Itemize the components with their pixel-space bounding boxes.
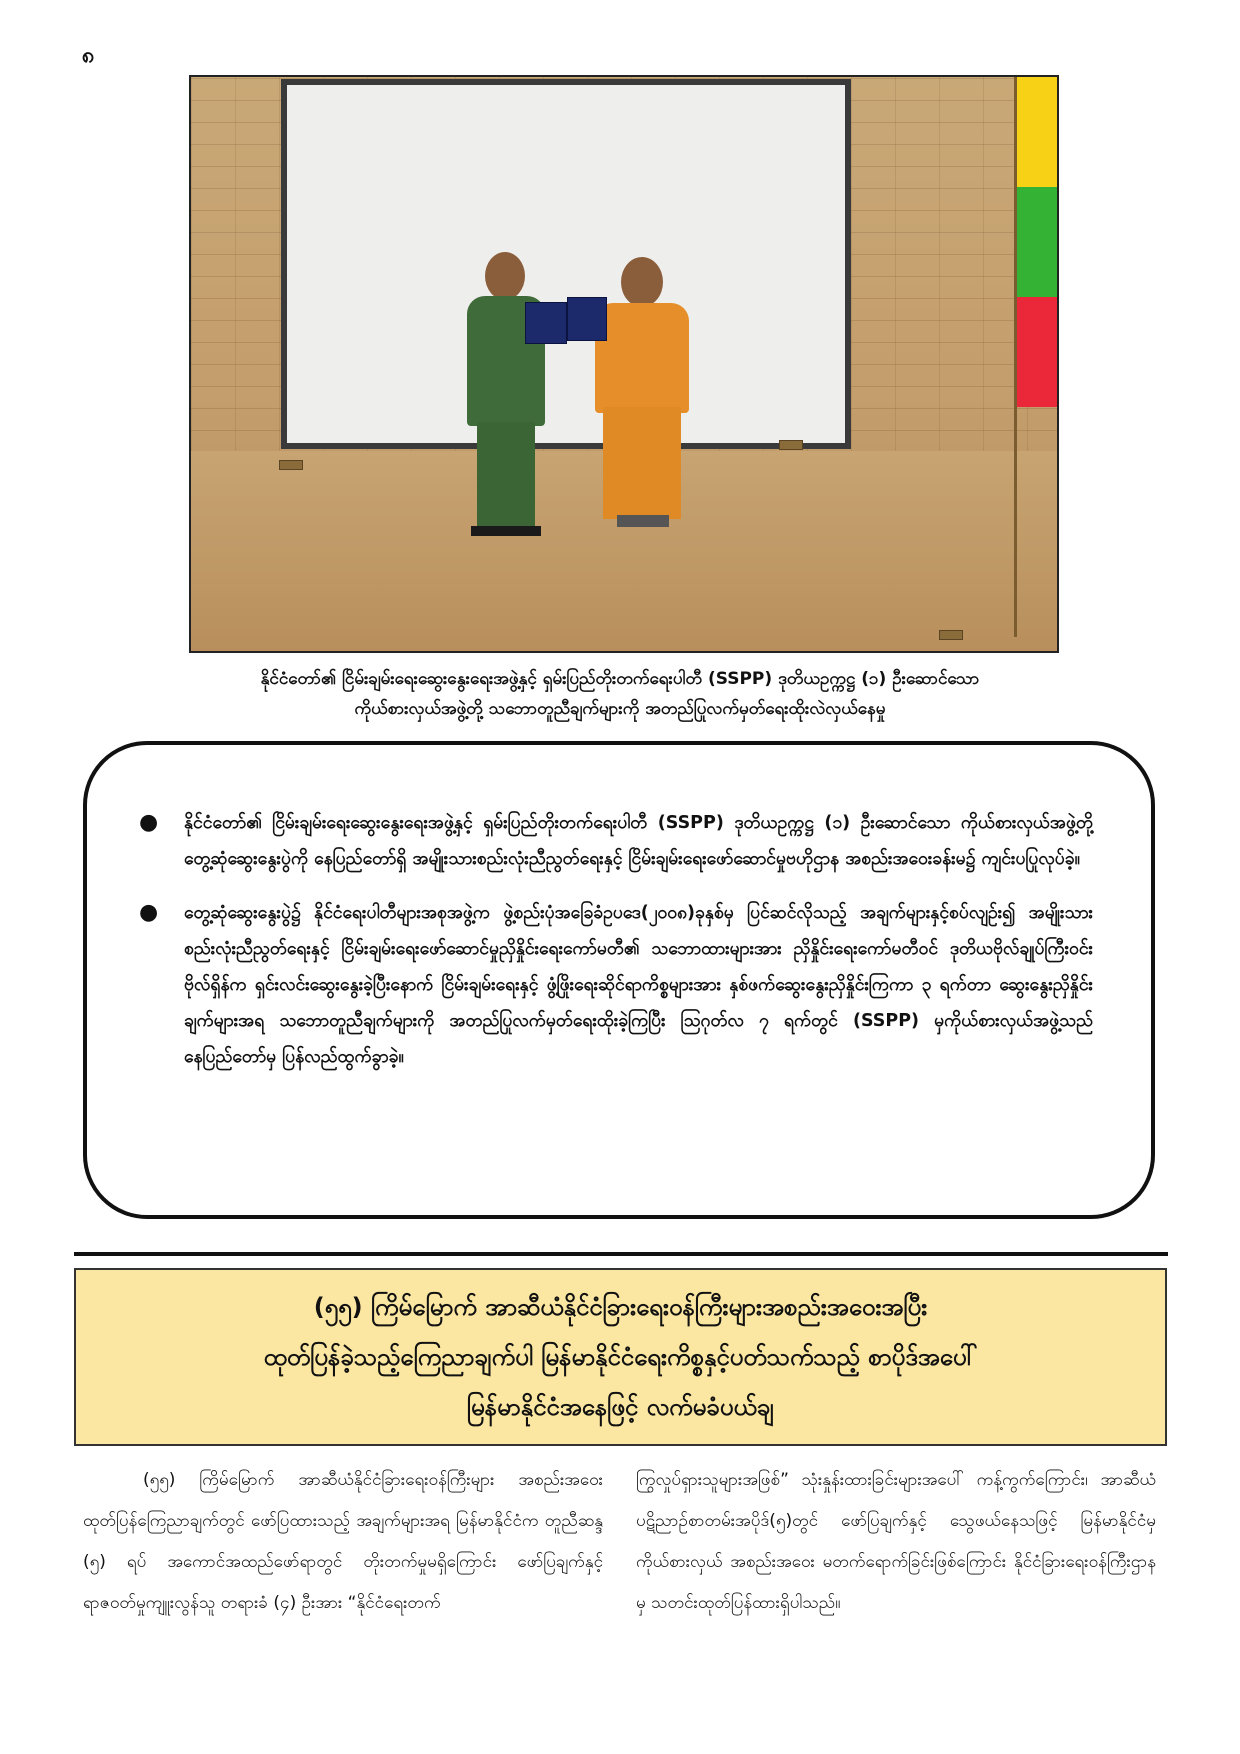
projection-screen (281, 79, 851, 449)
agreement-folder (525, 302, 567, 344)
bullet-text: နိုင်ငံတော်၏ ငြိမ်းချမ်းရေးဆွေးနွေးရေးအဖွဲ့နှင့် ရှမ်းပြည်တိုးတက်ရေးပါတီ (SSPP) ဒုတိယဥက္ကဋ္ဌ (၁) ဦးဆောင်သော ကိုယ်စားလှယ်အဖွဲ့တို့ တွေ့ဆုံဆွေးနွေးပွဲကို နေပြည်တော်ရှိ အမျိုးသားစည်းလုံးညီညွတ်ရေးနှင့် ငြိမ်းချမ်းရေးဖော်ဆောင်မှုဗဟိုဌာန အစည်းအဝေးခန်းမ၌ ကျင်းပပြုလုပ်ခဲ့။ (184, 813, 1093, 869)
summary-bullet (139, 895, 1093, 1075)
summary-bullet (139, 805, 1093, 877)
headline-line: (၅၅) ကြိမ်မြောက် အာဆီယံနိုင်ငံခြားရေးဝန်ကြီးများအစည်းအဝေးအပြီး (313, 1293, 928, 1321)
caption-line: ကိုယ်စားလှယ်အဖွဲ့တို့ သဘောတူညီချက်များကို အတည်ပြုလက်မှတ်ရေးထိုးလဲလှယ်နေမှု (354, 699, 886, 719)
ceremony-photo (189, 75, 1059, 653)
myanmar-flag (1017, 77, 1057, 407)
floor-socket (779, 440, 803, 450)
bullet-icon: ● (139, 810, 159, 835)
headline-box (74, 1268, 1167, 1446)
floor-socket (279, 460, 303, 470)
page-number: ၈ (82, 43, 95, 68)
headline-line: မြန်မာနိုင်ငံအနေဖြင့် လက်မခံပယ်ချ (466, 1393, 775, 1421)
caption-line: နိုင်ငံတော်၏ ငြိမ်းချမ်းရေးဆွေးနွေးရေးအဖွဲ့နှင့် ရှမ်းပြည်တိုးတက်ရေးပါတီ (SSPP) ဒုတိယဥက္ကဋ္ဌ (၁) ဦးဆောင်သော (260, 669, 980, 689)
floor-socket (939, 630, 963, 640)
section-divider (74, 1252, 1168, 1256)
photo-caption (140, 664, 1100, 724)
body-column-left: (၅၅) ကြိမ်မြောက် အာဆီယံနိုင်ငံခြားရေးဝန်ကြီးများ အစည်းအဝေး ထုတ်ပြန်ကြေညာချက်တွင် ဖော်ပြထားသည့် အချက်များအရ မြန်မာနိုင်ငံက တူညီဆန္ဒ (၅) ရပ် အကောင်အထည်ဖော်ရာတွင် တိုးတက်မှုမရှိကြောင်း ဖော်ပြချက်နှင့် ရာဇဝတ်မှုကျူးလွန်သူ တရားခံ (၄) ဦးအား “နိုင်ငံရေးတက် (83, 1470, 603, 1613)
headline-line: ထုတ်ပြန်ခဲ့သည့်ကြေညာချက်ပါ မြန်မာနိုင်ငံရေးကိစ္စနှင့်ပတ်သက်သည့် စာပိုဒ်အပေါ် (263, 1343, 978, 1371)
body-column-right: ကြွလှုပ်ရှားသူများအဖြစ်” သုံးနှုန်းထားခြင်းများအပေါ် ကန့်ကွက်ကြောင်း၊ အာဆီယံပဋိညာဉ်စာတမ်းအပိုဒ်(၅)တွင် ဖော်ပြချက်နှင့် သွေဖယ်နေသဖြင့် မြန်မာနိုင်ငံမှ ကိုယ်စားလှယ် အစည်းအဝေး မတက်ရောက်ခြင်းဖြစ်ကြောင်း နိုင်ငံခြားရေးဝန်ကြီးဌာနမှ သတင်းထုတ်ပြန်ထားရှိပါသည်။ (636, 1470, 1156, 1613)
summary-box (83, 741, 1155, 1219)
officer-figure (461, 252, 551, 522)
bullet-icon: ● (139, 900, 159, 925)
agreement-folder (567, 297, 607, 341)
bullet-text: တွေ့ဆုံဆွေးနွေးပွဲ၌ နိုင်ငံရေးပါတီများအစုအဖွဲ့က ဖွဲ့စည်းပုံအခြေခံဥပဒေ(၂၀၀၈)ခုနှစ်မှ ပြင်ဆင်လိုသည့် အချက်များနှင့်စပ်လျဉ်း၍ အမျိုးသားစည်းလုံးညီညွတ်ရေးနှင့် ငြိမ်းချမ်းရေးဖော်ဆောင်မှုညှိနှိုင်းရေးကော်မတီ၏ သဘောထားများအား ညှိနှိုင်းရေးကော်မတီဝင် ဒုတိယဗိုလ်ချုပ်ကြီးဝင်းဗိုလ်ရှိန်က ရှင်းလင်းဆွေးနွေးခဲ့ပြီးနောက် ငြိမ်းချမ်းရေးနှင့် ဖွံ့ဖြိုးရေးဆိုင်ရာကိစ္စများအား နှစ်ဖက်ဆွေးနွေးညှိနှိုင်းကြကာ ၃ ရက်တာ ဆွေးနွေးညှိနှိုင်းချက်များအရ သဘောတူညီချက်များကို အတည်ပြုလက်မှတ်ရေးထိုးခဲ့ကြပြီး ဩဂုတ်လ ၇ ရက်တွင် (SSPP) မှကိုယ်စားလှယ်အဖွဲ့သည် နေပြည်တော်မှ ပြန်လည်ထွက်ခွာခဲ့။ (184, 903, 1093, 1067)
